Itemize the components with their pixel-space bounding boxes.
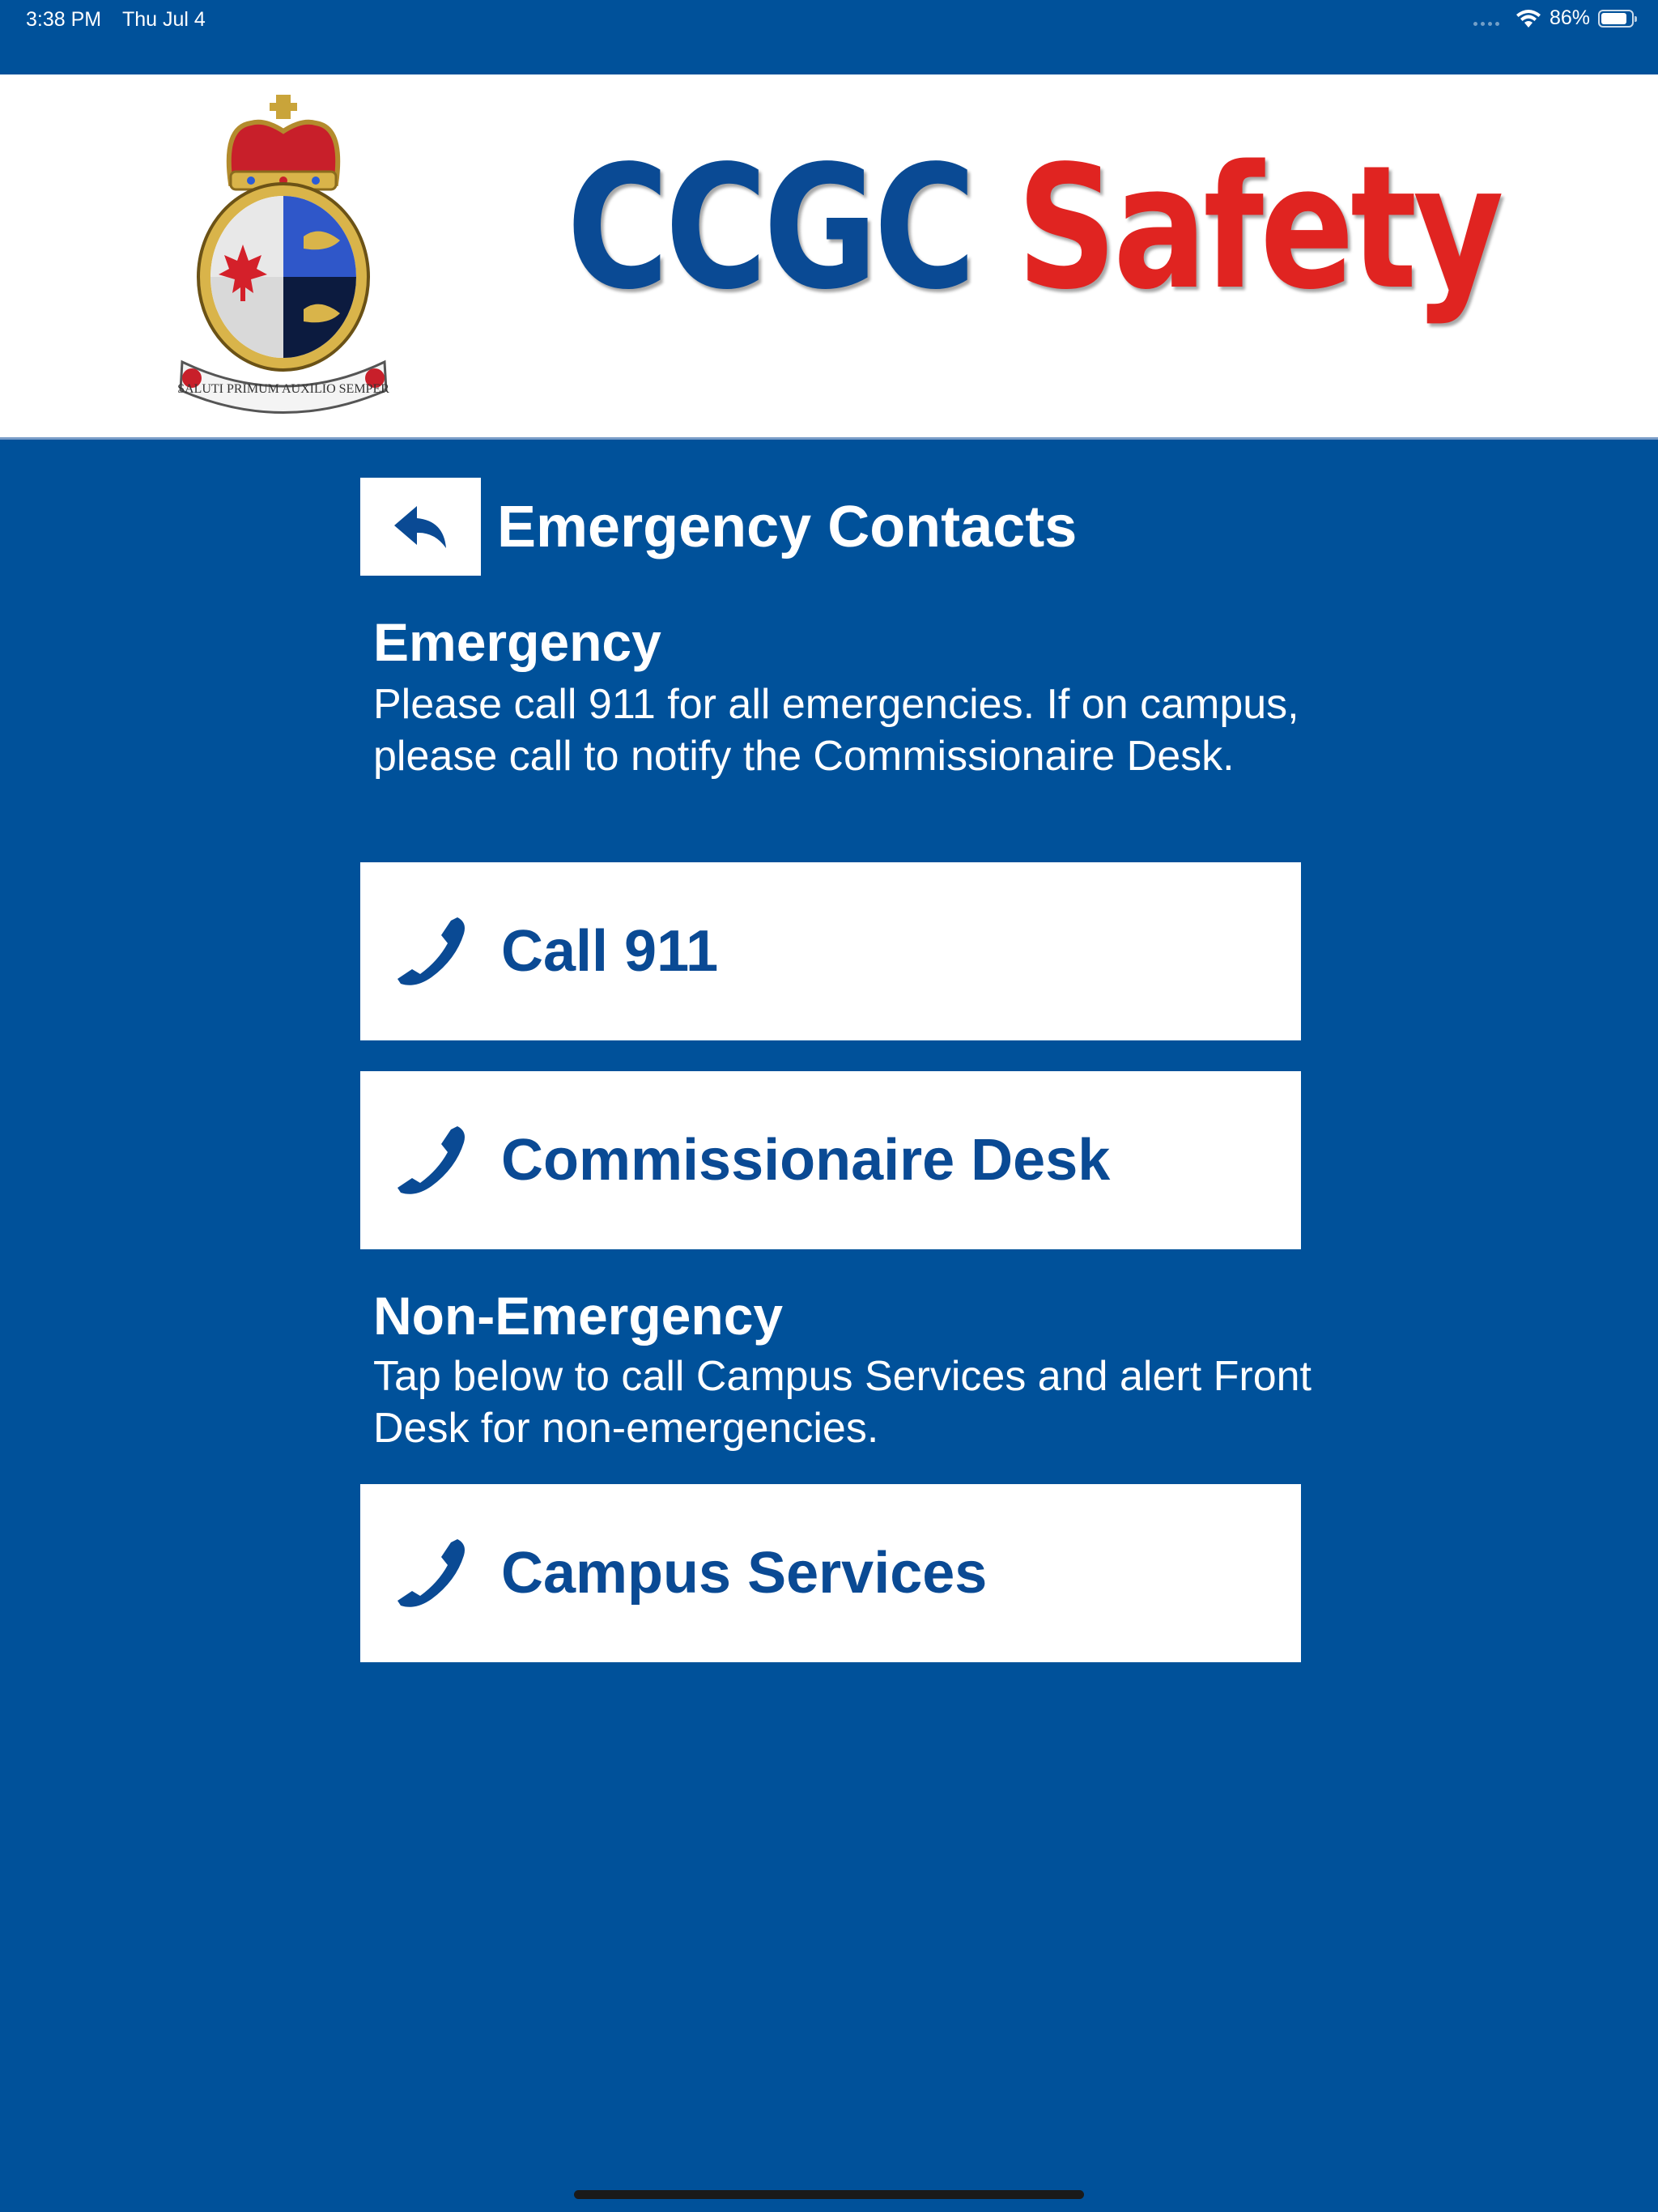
wifi-icon [1516,8,1541,29]
logo-safety: Safety [1016,129,1500,327]
emergency-description: Please call 911 for all emergencies. If on campus, please call to notify the Commissionaire Desk. [373,681,1299,780]
commissionaire-desk-label: Commissionaire Desk [501,1128,1111,1193]
title-row [360,478,1077,576]
college-crest-icon [174,95,393,419]
reply-arrow-icon [393,503,449,551]
phone-icon [391,911,472,992]
phone-icon [391,1533,472,1614]
non-emergency-description: Tap below to call Campus Services and alert Front Desk for non-emergencies. [373,1353,1312,1452]
page-title: Emergency Contacts [497,494,1078,559]
commissionaire-desk-button[interactable] [360,1071,1301,1249]
logo-ccgc: CCGC [567,129,972,327]
status-date: Thu Jul 4 [122,8,206,31]
cellular-signal-icon [1473,11,1499,26]
app-header [0,74,1658,440]
battery-icon [1598,10,1634,28]
non-emergency-heading: Non-Emergency [373,1286,784,1346]
app-logo [567,129,1500,327]
home-indicator[interactable] [574,2190,1084,2199]
status-indicators [1473,6,1634,30]
status-bar [0,0,1658,74]
back-button[interactable] [360,478,481,576]
status-time: 3:38 PM [26,8,102,31]
call-911-button[interactable] [360,862,1301,1040]
phone-icon [391,1120,472,1201]
emergency-heading: Emergency [373,612,661,672]
crest-motto: SALUTI PRIMUM AUXILIO SEMPER [177,382,389,396]
call-911-label: Call 911 [501,919,719,984]
campus-services-button[interactable] [360,1484,1301,1662]
campus-services-label: Campus Services [501,1541,988,1606]
battery-fill [1601,13,1626,24]
battery-percent: 86% [1549,6,1590,29]
